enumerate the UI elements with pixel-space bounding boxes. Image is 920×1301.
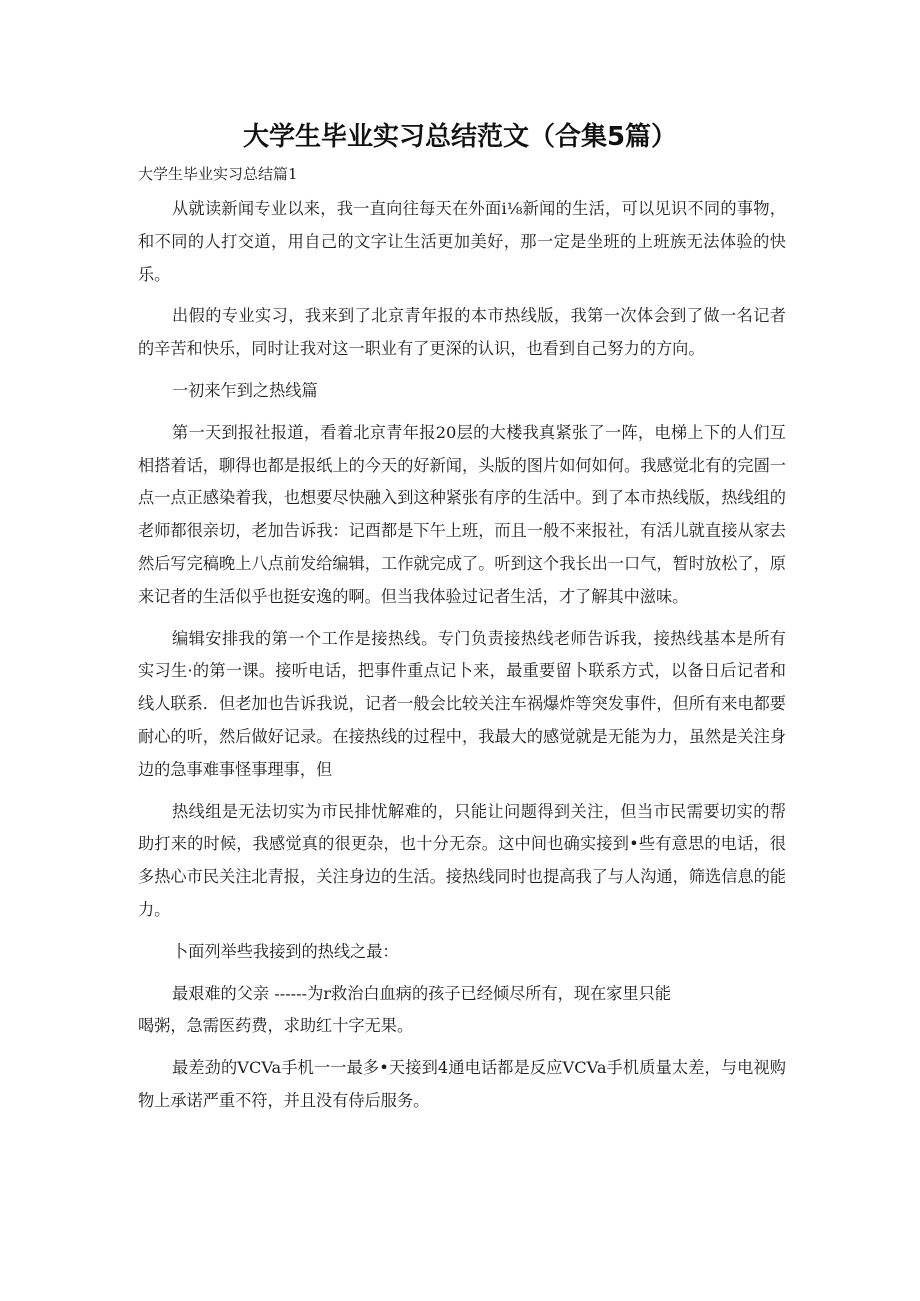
paragraph-first-day: 第一天到报社报道，看着北京青年报20层的大楼我真紧张了一阵，电梯上下的人们互相搭着话，聊得也都是报纸上的今天的好新闻，头版的图片如何如何。我感觉北有的完圄一点一点正感染着我，也想要尽快融入到这种紧张有序的生活中。到了本市热线版，热线组的老师都很亲切，老加告诉我：记酉都是下午上班，而且一般不来报社，有活儿就直接从家去然后写完稿晚上八点前发给编辑，工作就完成了。听到这个我长出一口气，暂时放松了，原来记者的生活似乎也挺安逸的啊。但当我体验过记者生活，才了解其中滋味。 [138,422,786,606]
paragraph-intro: 从就读新闻专业以来，我一直向往每天在外面i⅛新闻的生活，可以见识不同的事物，和不同的人打交道，用自己的文字让生活更加美好，那一定是坐班的上班族无法体验的快乐。 [138,199,786,284]
document-title: 大学生毕业实习总结范文（合集5篇） [242,122,678,152]
paragraph-hotline-group: 热线组是无法切实为市民排忧解难的，只能让问题得到关注，但当市民需要切实的帮助打来的时候，我感觉真的很更杂，也十分无奈。这中间也确实接到•些有意思的电话，很多热心市民关注北青报，关注身边的生活。接热线同时也提高我了与人沟通，筛选信息的能力。 [138,801,786,919]
paragraph-first-task: 编辑安排我的第一个工作是接热线。专门负责接热线老师告诉我，接热线基本是所有实习生·的第一课。接听电话，把事件重点记卜来，最重要留卜联系方式，以备日后记者和线人联系．但老加也告诉我说，记者一般会比较关注车祸爆炸等突发事件，但所有来电都要耐心的听，然后做好记录。在接热线的过程中，我最大的感觉就是无能为力，虽然是关注身边的急事难事怪事理事，但 [138,628,786,779]
paragraph-hardest-father-line1: 最艰难的父亲 ------为r救治白血病的孩子已经倾尽所有，现在家里只能 [172,983,671,1003]
document-body [138,193,786,1127]
paragraph-worst-phone: 最差劲的VCVa手机一一最多•天接到4通电话都是反应VCVa手机质量太差，与电视购物上承诺严重不符，并且没有侍后服务。 [138,1058,786,1110]
paragraph-hardest-father-line2: 喝粥，急需医药费，求助红十字无果。 [138,1016,414,1036]
document-subtitle: 大学生毕业实习总结篇1 [138,165,298,183]
paragraph-internship: 出假的专业实习，我来到了北京青年报的本市热线版，我第一次体会到了做一名记者的辛苦和快乐，同时让我对这一职业有了更深的认识，也看到自己努力的方向。 [138,306,786,359]
paragraph-list-intro: 卜面列举些我接到的热线之最： [172,941,399,961]
section-heading-hotline: 一初来乍到之热线篇 [172,380,318,400]
